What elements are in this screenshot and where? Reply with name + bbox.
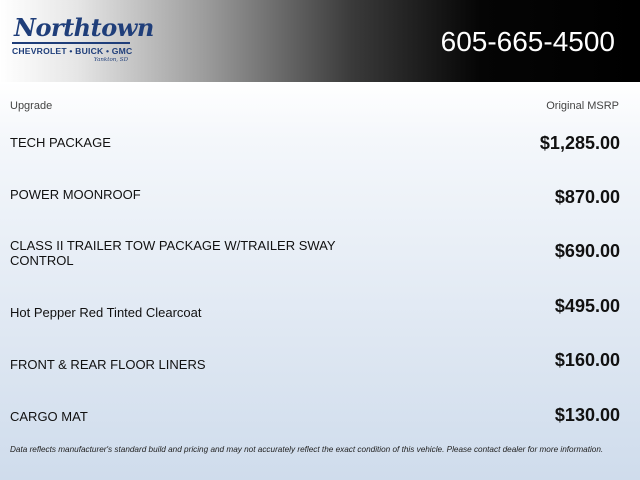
msrp-column-header: Original MSRP xyxy=(546,100,619,112)
upgrade-item-name: POWER MOONROOF xyxy=(10,187,141,202)
upgrade-item-price: $690.00 xyxy=(554,241,620,261)
disclaimer-text: Data reflects manufacturer's standard build and pricing and may not accurately reflect the exact condition of this vehicle. Please contact dealer for more information. xyxy=(10,445,604,454)
upgrade-column-header: Upgrade xyxy=(10,100,53,112)
upgrade-item-name: CLASS II TRAILER TOW PACKAGE W/TRAILER SWAY CONTROL xyxy=(10,238,336,268)
logo-rule xyxy=(12,42,130,44)
dealer-logo xyxy=(12,13,154,64)
upgrade-item-price: $160.00 xyxy=(554,350,620,370)
upgrade-item-name: Hot Pepper Red Tinted Clearcoat xyxy=(10,305,202,320)
upgrade-item-price: $1,285.00 xyxy=(539,133,620,153)
upgrade-item-name: FRONT & REAR FLOOR LINERS xyxy=(10,357,206,372)
upgrade-item-price: $130.00 xyxy=(554,405,620,425)
header-banner xyxy=(0,0,640,82)
logo-brands: CHEVROLET • BUICK • GMC xyxy=(12,46,133,56)
upgrade-item-price: $495.00 xyxy=(554,296,620,316)
dealer-phone[interactable]: 605-665-4500 xyxy=(440,26,615,57)
upgrade-item-name: TECH PACKAGE xyxy=(10,135,111,150)
upgrade-item-price: $870.00 xyxy=(554,187,620,207)
logo-name: Northtown xyxy=(14,13,154,42)
logo-city: Yankton, SD xyxy=(93,57,128,63)
upgrade-item-name: CARGO MAT xyxy=(10,409,88,424)
